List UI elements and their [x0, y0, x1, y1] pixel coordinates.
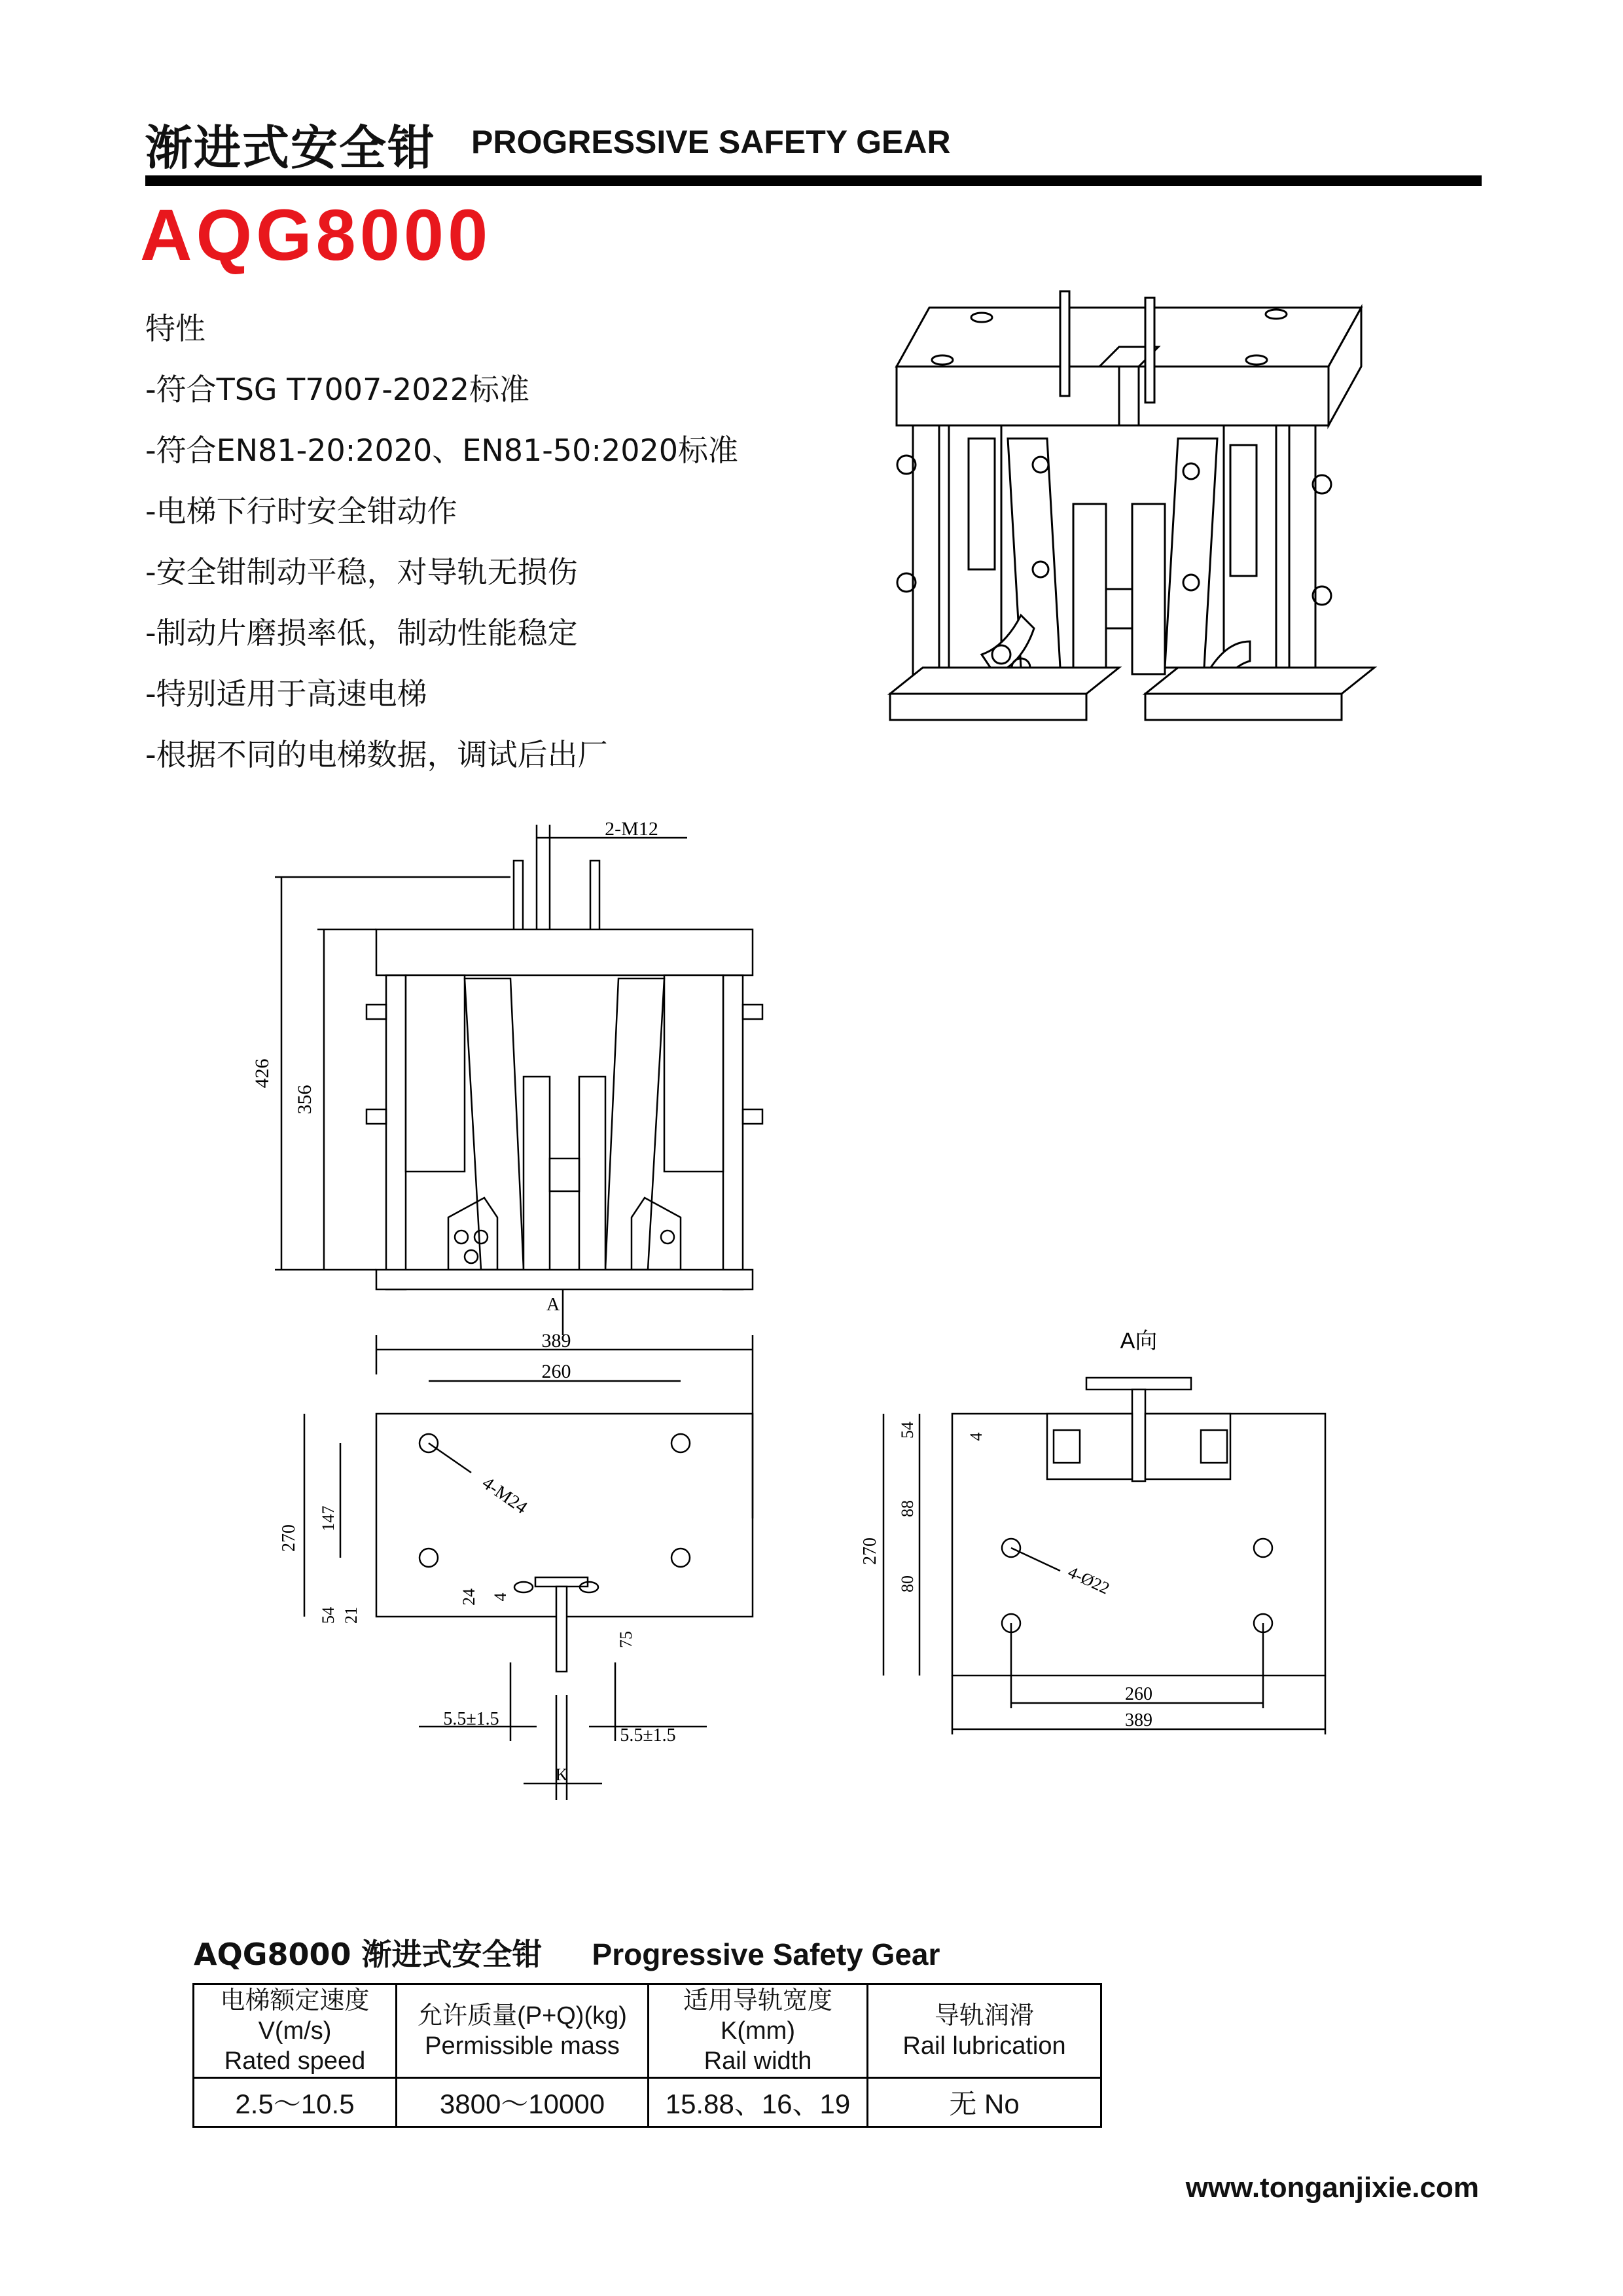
header-title-en: PROGRESSIVE SAFETY GEAR — [471, 124, 951, 160]
header-en: Rail width — [704, 2047, 812, 2075]
table-cell: 无 No — [868, 2078, 1101, 2127]
header-rule — [145, 175, 1482, 186]
dim-rail-k: K — [555, 1765, 568, 1784]
footer-website: www.tonganjixie.com — [1185, 2172, 1479, 2204]
dim-thread: 2-M12 — [605, 818, 658, 840]
view-a-width-holes: 260 — [1125, 1684, 1152, 1704]
view-a-width-total: 389 — [1125, 1710, 1152, 1731]
view-a-drawing — [857, 1322, 1368, 1780]
table-title-cn: AQG8000 渐进式安全钳 — [194, 1937, 543, 1972]
features-heading: 特性 — [145, 311, 205, 346]
front-view-drawing — [249, 812, 772, 1833]
table-title — [194, 1931, 940, 1974]
table-header-cell — [649, 1984, 868, 2078]
dim-height-total: 426 — [251, 1058, 273, 1088]
header-cn: 允许质量(P+Q)(kg) — [418, 2002, 627, 2030]
view-a-54: 54 — [898, 1422, 917, 1439]
dim-gap-right: 5.5±1.5 — [620, 1725, 676, 1746]
header-en: Permissible mass — [425, 2032, 620, 2060]
table-header-cell — [397, 1984, 649, 2078]
dim-24: 24 — [459, 1588, 478, 1605]
table-header-cell — [868, 1984, 1101, 2078]
header-cn: 适用导轨宽度K(mm) — [683, 1987, 832, 2045]
feature-item: -特别适用于高速电梯 — [145, 676, 427, 711]
dim-width-total: 389 — [541, 1330, 571, 1352]
feature-item: -符合TSG T7007-2022标准 — [145, 372, 529, 407]
view-a-title: A向 — [1120, 1329, 1158, 1354]
table-cell: 3800～10000 — [397, 2078, 649, 2127]
table-row — [194, 2078, 1101, 2127]
view-a-holes: 4-Ø22 — [1065, 1562, 1113, 1598]
model-title: AQG8000 — [140, 195, 492, 276]
dim-depth-total: 270 — [279, 1524, 299, 1552]
spec-table — [192, 1983, 1102, 2128]
feature-item: -安全钳制动平稳，对导轨无损伤 — [145, 554, 578, 590]
table-header-cell — [194, 1984, 397, 2078]
view-a-80: 80 — [898, 1575, 917, 1592]
view-a-4: 4 — [967, 1432, 986, 1441]
dim-gap-left: 5.5±1.5 — [443, 1709, 499, 1729]
table-title-en: Progressive Safety Gear — [592, 1937, 940, 1971]
dim-21: 21 — [342, 1607, 361, 1624]
table-header-row — [194, 1984, 1101, 2078]
view-a-88: 88 — [898, 1500, 917, 1517]
dim-75: 75 — [616, 1631, 635, 1648]
dim-bolt-holes: 4-M24 — [478, 1473, 531, 1518]
header-cn: 电梯额定速度V(m/s) — [220, 1987, 370, 2045]
view-a-depth-total: 270 — [860, 1537, 880, 1565]
dim-54: 54 — [319, 1607, 338, 1624]
feature-item: -电梯下行时安全钳动作 — [145, 493, 457, 529]
features-list — [145, 298, 738, 785]
header-en: Rated speed — [224, 2047, 366, 2075]
feature-item: -根据不同的电梯数据，调试后出厂 — [145, 737, 608, 772]
safety-gear-illustration — [883, 275, 1381, 785]
table-cell: 2.5～10.5 — [194, 2078, 397, 2127]
table-cell: 15.88、16、19 — [649, 2078, 868, 2127]
feature-item: -制动片磨损率低，制动性能稳定 — [145, 615, 578, 651]
view-marker-a: A — [546, 1295, 560, 1315]
feature-item: -符合EN81-20:2020、EN81-50:2020标准 — [145, 433, 739, 468]
header-title-cn: 渐进式安全钳 — [145, 120, 437, 175]
dim-147: 147 — [319, 1505, 338, 1532]
dim-height-body: 356 — [294, 1085, 315, 1115]
header-cn: 导轨润滑 — [934, 2002, 1034, 2030]
header-en: Rail lubrication — [902, 2032, 1066, 2060]
dim-width-holes: 260 — [541, 1361, 571, 1382]
dim-4: 4 — [491, 1592, 510, 1602]
